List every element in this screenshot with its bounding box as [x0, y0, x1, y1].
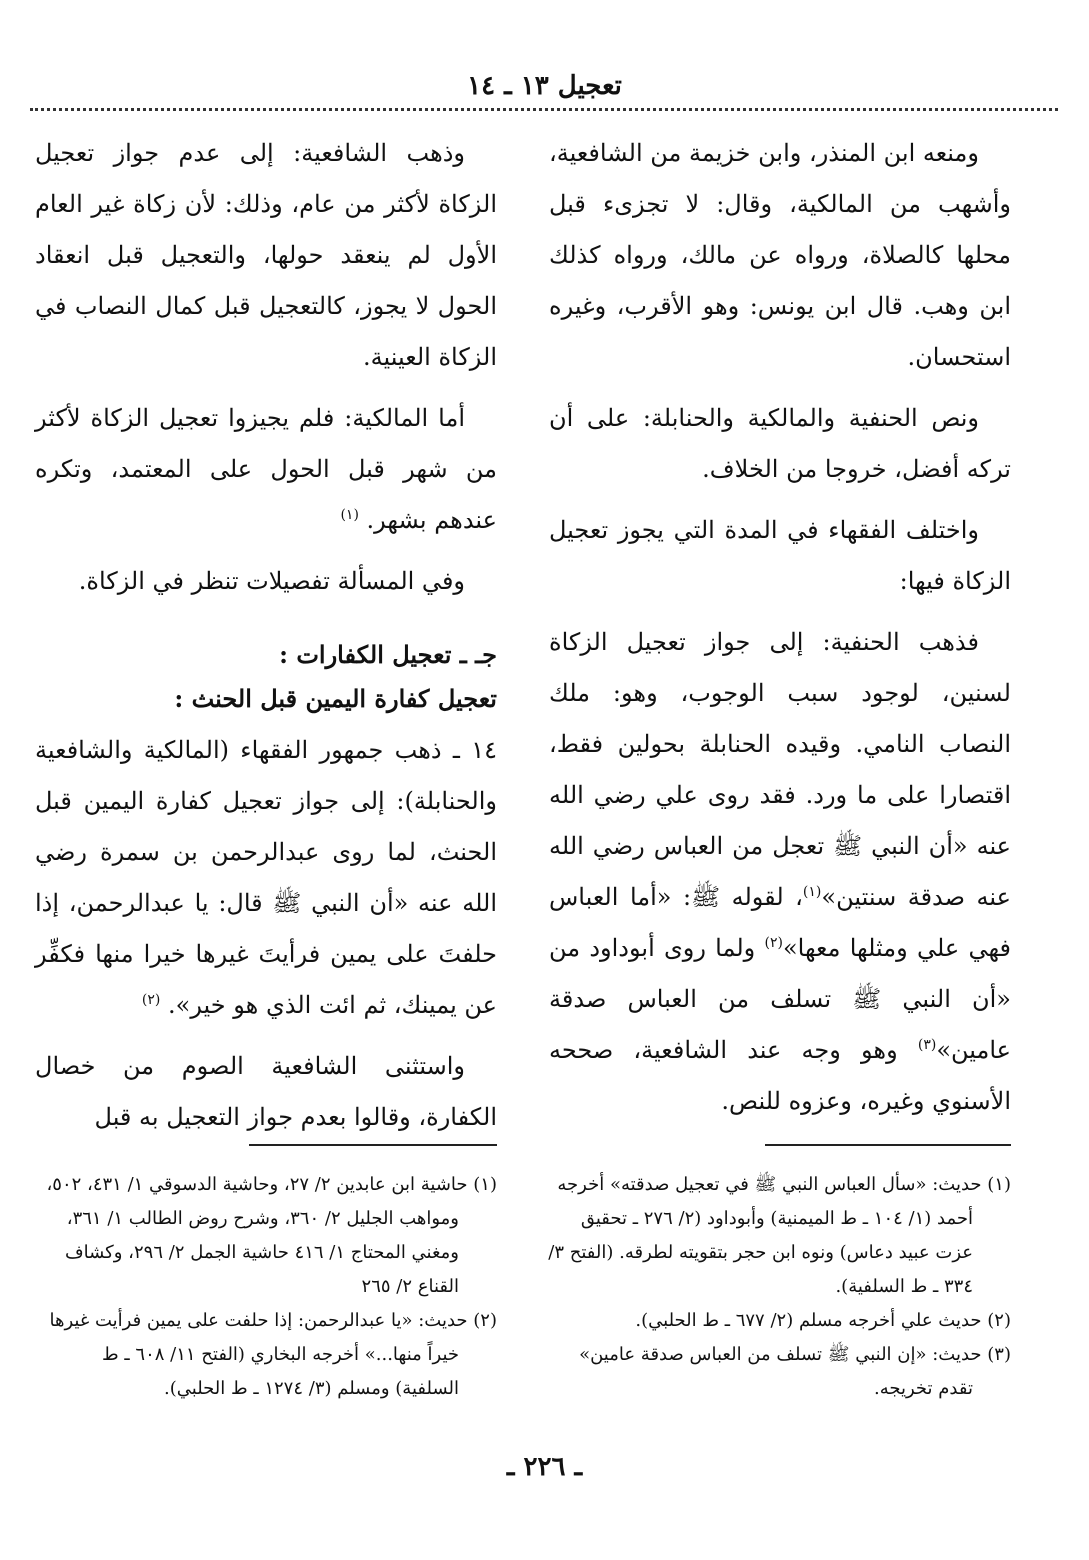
- subsection-heading-oath: تعجيل كفارة اليمين قبل الحنث :: [174, 684, 497, 713]
- footnote-ref-2: (٢): [764, 935, 783, 951]
- left-column: [35, 128, 497, 1153]
- right-column: [549, 128, 1011, 1137]
- left-paragraph-3: وفي المسألة تفصيلات تنظر في الزكاة.: [78, 567, 465, 595]
- right-paragraph-1: ومنعه ابن المنذر، وابن خزيمة من الشافعية، وأشهب من المالكية، وقال: لا تجزىء قبل محلها كالصلاة، ورواه عن مالك، ورواه كذلك ابن وهب. قال ابن يونس: وهو الأقرب، وغيره استحسان.: [549, 139, 1011, 371]
- left-paragraph-2-text: أما المالكية: فلم يجيزوا تعجيل الزكاة لأكثر من شهر قبل الحول على المعتمد، وتكره عندهم بشهر.: [35, 404, 497, 534]
- left-paragraph-4-text: ١٤ ـ ذهب جمهور الفقهاء (المالكية والشافعية والحنابلة): إلى جواز تعجيل كفارة اليمين قبل الحنث، لما روى عبدالرحمن بن سمرة رضي الله عنه «أن النبي ﷺ قال: يا عبدالرحمن، إذا حلفتَ على يمين فرأيتَ غيرها خيرا منها فكفِّر عن يمينك، ثم ائت الذي هو خير».: [35, 736, 497, 1019]
- footnote-right-1: (١) حديث: «سأل العباس النبي ﷺ في تعجيل صدقته» أخرجه أحمد (١/ ١٠٤ ـ ط الميمنية) وأبوداود (٢/ ٢٧٦ ـ تحقيق عزت عبيد دعاس) ونوه ابن حجر بتقويته لطرقه. (الفتح ٣/ ٣٣٤ ـ ط السلفية).: [548, 1174, 1011, 1297]
- right-paragraph-4: [549, 617, 1011, 1127]
- right-paragraph-4-text-a: فذهب الحنفية: إلى جواز تعجيل الزكاة لسنين، لوجود سبب الوجوب، وهو: ملك النصاب النامي. وقيده الحنابلة بحولين فقط، اقتصارا على ما ورد. فقد روى علي رضي الله عنه «أن النبي ﷺ تعجل من العباس رضي الله عنه صدقة سنتين»: [549, 628, 1011, 911]
- section-heading-expiations: جـ ـ تعجيل الكفارات :: [279, 640, 497, 669]
- right-paragraph-4-text-d: وهو وجه عند الشافعية، صححه الأسنوي وغيره، وعزوه للنص.: [549, 1036, 1011, 1115]
- footnote-ref-3: (٣): [917, 1037, 937, 1053]
- page-number: ـ ٢٢٦ ـ: [506, 1452, 583, 1482]
- right-paragraph-4-text-b: ، لقوله ﷺ: «أما العباس فهي علي ومثلها معها»: [549, 883, 1012, 962]
- left-paragraph-4: [35, 725, 497, 1031]
- footnote-right-3: (٣) حديث: «إن النبي ﷺ تسلف من العباس صدقة عامين» تقدم تخريجه.: [579, 1344, 1011, 1399]
- footnotes-left: [33, 1168, 497, 1406]
- running-header: تعجيل ١٣ ـ ١٤: [467, 71, 622, 101]
- left-paragraph-5: واستثنى الشافعية الصوم من خصال الكفارة، وقالوا بعدم جواز التعجيل به قبل: [35, 1052, 497, 1131]
- footnote-ref-1: (١): [802, 884, 822, 900]
- right-paragraph-4-text-c: ولما روى أبوداود من «أن النبي ﷺ تسلف من العباس صدقة عامين»: [549, 934, 1011, 1064]
- footnote-rule-left: [249, 1144, 497, 1146]
- footnote-left-2: (٢) حديث: «يا عبدالرحمن: إذا حلفت على يمين فرأيت غيرها خيراً منها...» أخرجه البخاري (الفتح ١١/ ٦٠٨ ـ ط السلفية) ومسلم (٣/ ١٢٧٤ ـ ط الحلبي).: [49, 1310, 497, 1399]
- right-paragraph-3: واختلف الفقهاء في المدة التي يجوز تعجيل الزكاة فيها:: [549, 516, 1011, 595]
- left-paragraph-1: وذهب الشافعية: إلى عدم جواز تعجيل الزكاة لأكثر من عام، وذلك: لأن زكاة غير العام الأول لم ينعقد حولها، والتعجيل قبل انعقاد الحول لا يجوز، كالتعجيل قبل كمال النصاب في الزكاة العينية.: [35, 139, 497, 371]
- right-paragraph-2: ونص الحنفية والمالكية والحنابلة: على أن تركه أفضل، خروجا من الخلاف.: [549, 404, 1011, 483]
- footnote-rule-right: [765, 1144, 1011, 1146]
- footnote-left-1: (١) حاشية ابن عابدين ٢/ ٢٧، وحاشية الدسوقي ١/ ٤٣١، ٥٠٢، ومواهب الجليل ٢/ ٣٦٠، وشرح روض الطالب ١/ ٣٦١، ومغني المحتاج ١/ ٤١٦ حاشية الجمل ٢/ ٢٩٦، وكشاف القناع ٢/ ٢٦٥: [46, 1174, 497, 1297]
- footnote-ref-left-1: (١): [340, 507, 359, 523]
- footnote-ref-left-2: (٢): [141, 992, 161, 1008]
- footnote-right-2: (٢) حديث علي أخرجه مسلم (٢/ ٦٧٧ ـ ط الحلبي).: [635, 1310, 1011, 1331]
- left-paragraph-2: [35, 393, 497, 546]
- header-dotted-rule: [30, 108, 1058, 111]
- footnotes-right: [547, 1168, 1011, 1406]
